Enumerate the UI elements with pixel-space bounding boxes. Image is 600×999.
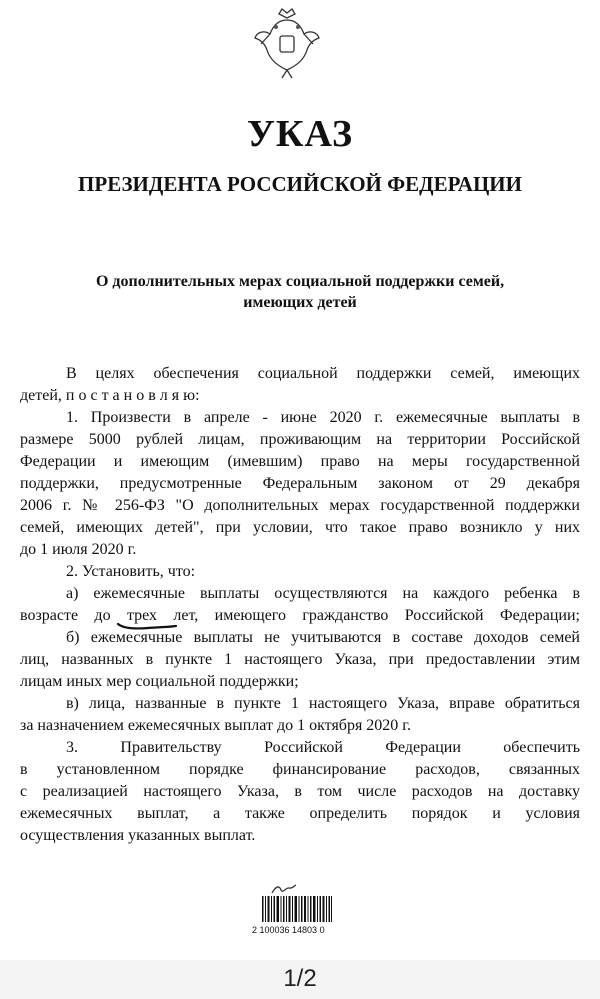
paragraph-item-2a xyxy=(20,583,580,627)
decree-subtitle: ПРЕЗИДЕНТА РОССИЙСКОЙ ФЕДЕРАЦИИ xyxy=(78,172,522,196)
text-line: за назначением ежемесячных выплат до 1 октября 2020 г. xyxy=(20,717,412,734)
heading-line: О дополнительных мерах социальной поддержки семей, xyxy=(95,273,505,290)
text-line: лиц, названных в пункте 1 настоящего Указа, при предоставлении этим xyxy=(20,651,580,668)
text-line: 3. Правительству Российской Федерации обеспечить xyxy=(66,739,580,756)
text-line: осуществления указанных выплат. xyxy=(20,827,256,844)
page-indicator: 1/2 xyxy=(283,965,317,992)
text-line: 2. Установить, что: xyxy=(66,563,196,580)
text-line: 1. Произвести в апреле - июне 2020 г. ежемесячные выплаты в xyxy=(66,409,580,426)
barcode-icon xyxy=(262,896,332,922)
paragraph-item-2b xyxy=(20,627,580,693)
text-line: В целях обеспечения социальной поддержки семей, имеющих xyxy=(66,365,580,382)
barcode-number: 2 100036 14803 0 xyxy=(252,925,325,935)
coat-of-arms-icon xyxy=(252,6,322,82)
text-line: Федерации и имеющим (имевшим) право на меры государственной xyxy=(20,453,580,470)
text-line: б) ежемесячные выплаты не учитываются в составе доходов семей xyxy=(66,629,580,646)
text-line: возрасте до трех лет, имеющего гражданство Российской Федерации; xyxy=(20,607,580,624)
text-line: поддержки, предусмотренные Федеральным законом от 29 декабря xyxy=(20,475,580,492)
decree-title: УКАЗ xyxy=(247,113,353,155)
text-line: с реализацией настоящего Указа, в том числе расходов на доставку xyxy=(20,783,580,800)
text-line: в установленном порядке финансирование расходов, связанных xyxy=(20,761,580,778)
text-line: лицам иных мер социальной поддержки; xyxy=(20,673,299,690)
signature-mark xyxy=(270,882,298,896)
handwritten-underline-mark xyxy=(116,621,178,631)
paragraph-item-1 xyxy=(20,407,580,561)
heading-line: имеющих детей xyxy=(243,294,357,311)
paragraph-item-2c xyxy=(20,693,580,737)
decree-body xyxy=(20,363,580,847)
paragraph-item-2 xyxy=(20,561,580,583)
paragraph-preamble xyxy=(20,363,580,407)
text-line: а) ежемесячные выплаты осуществляются на каждого ребенка в xyxy=(66,585,580,602)
text-line: размере 5000 рублей лицам, проживающим на территории Российской xyxy=(20,431,580,448)
text-line: в) лица, названные в пункте 1 настоящего Указа, вправе обратиться xyxy=(66,695,580,712)
decree-heading xyxy=(0,271,600,313)
paragraph-item-3 xyxy=(20,737,580,847)
text-line: 2006 г. № 256-ФЗ "О дополнительных мерах государственной поддержки xyxy=(20,497,580,514)
text-line: до 1 июля 2020 г. xyxy=(20,541,137,558)
text-line: семей, имеющих детей", при условии, что такое право возникло у них xyxy=(20,519,580,536)
text-line: детей, п о с т а н о в л я ю: xyxy=(20,387,200,404)
text-line: ежемесячных выплат, а также определить порядок и условия xyxy=(20,805,580,822)
